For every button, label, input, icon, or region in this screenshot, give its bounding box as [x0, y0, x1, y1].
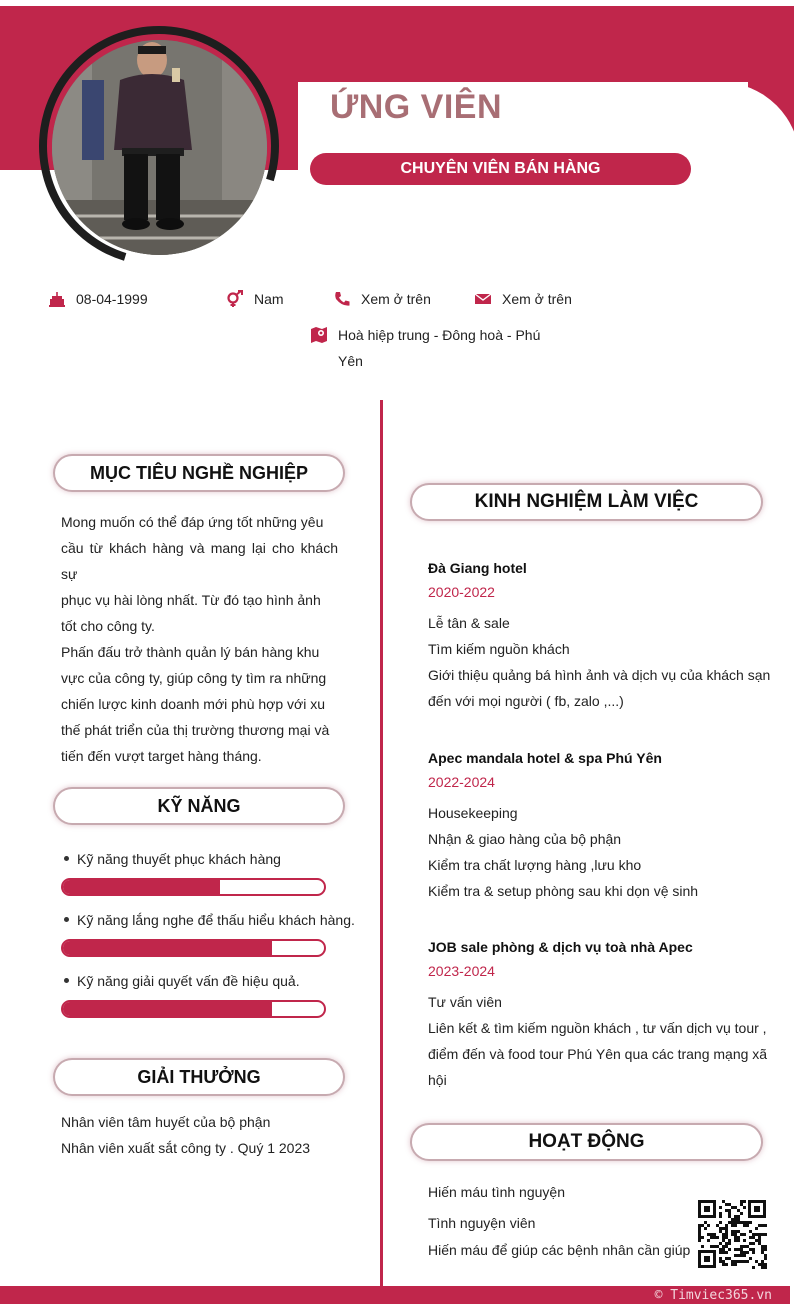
qr-module [728, 1257, 731, 1260]
qr-module [737, 1236, 740, 1239]
skill-bar [61, 939, 326, 957]
qr-module [722, 1239, 725, 1242]
qr-module [764, 1233, 767, 1236]
qr-module [764, 1224, 767, 1227]
qr-module [752, 1266, 755, 1269]
qr-module [725, 1233, 728, 1236]
qr-module [740, 1245, 743, 1248]
address-line-1: Hoà hiệp trung - Đông hoà - Phú [338, 327, 541, 343]
qr-module [725, 1224, 728, 1227]
qr-module [764, 1245, 767, 1248]
qr-module [761, 1251, 764, 1254]
qr-module [728, 1212, 731, 1215]
objective-title: MỤC TIÊU NGHỀ NGHIỆP [55, 456, 343, 490]
qr-module [734, 1263, 737, 1266]
qr-module [719, 1248, 722, 1251]
qr-module [743, 1239, 746, 1242]
job-line: Kiểm tra chất lượng hàng ,lưu kho [428, 857, 642, 873]
birthday-icon [48, 290, 66, 308]
email-value: Xem ở trên [502, 291, 572, 307]
qr-module [743, 1200, 746, 1203]
qr-module [743, 1221, 746, 1224]
qr-module [764, 1266, 767, 1269]
objective-line: tiến đến vượt target hàng tháng. [61, 748, 262, 764]
qr-module [731, 1221, 734, 1224]
qr-module [743, 1254, 746, 1257]
address-value [338, 322, 540, 374]
qr-module [734, 1206, 737, 1209]
qr-module [761, 1260, 764, 1263]
qr-module [743, 1245, 746, 1248]
location-icon [310, 326, 328, 344]
skill-bar [61, 1000, 326, 1018]
qr-module [752, 1233, 755, 1236]
qr-module [755, 1227, 758, 1230]
qr-module [719, 1257, 722, 1260]
objective-line: tốt cho công ty. [61, 618, 155, 634]
qr-module [722, 1227, 725, 1230]
qr-module [707, 1224, 710, 1227]
skill-bar-fill [63, 941, 272, 955]
qr-module [737, 1218, 740, 1221]
qr-module [740, 1254, 743, 1257]
qr-module [722, 1248, 725, 1251]
qr-module [722, 1263, 725, 1266]
phone-value: Xem ở trên [361, 291, 431, 307]
position-badge: CHUYÊN VIÊN BÁN HÀNG [310, 153, 691, 185]
avatar-photo [52, 40, 267, 255]
qr-module [698, 1230, 701, 1233]
qr-module [734, 1221, 737, 1224]
qr-module [707, 1239, 710, 1242]
avatar [52, 40, 267, 255]
qr-module [734, 1233, 737, 1236]
objective-line: chiến lược kinh doanh mới phù hợp với xu [61, 696, 326, 712]
qr-module [728, 1239, 731, 1242]
qr-module [764, 1248, 767, 1251]
job-line: Lễ tân & sale [428, 615, 510, 631]
qr-module [752, 1242, 755, 1245]
job-line: Kiểm tra & setup phòng sau khi dọn vệ sinh [428, 883, 699, 899]
qr-module [749, 1230, 752, 1233]
qr-module [764, 1257, 767, 1260]
qr-module [698, 1227, 701, 1230]
objective-line: cầu từ khách hàng và mang lại cho khách sự [61, 540, 338, 582]
qr-module [725, 1251, 728, 1254]
awards-title: GIẢI THƯỞNG [55, 1060, 343, 1094]
qr-module [752, 1236, 755, 1239]
qr-module [764, 1254, 767, 1257]
qr-module [755, 1260, 758, 1263]
qr-module [710, 1245, 713, 1248]
job-line: Housekeeping [428, 805, 518, 821]
job-description [428, 989, 772, 1093]
column-divider [380, 400, 383, 1286]
qr-module [731, 1224, 734, 1227]
qr-module [740, 1233, 743, 1236]
qr-module [725, 1230, 728, 1233]
qr-module [713, 1233, 716, 1236]
qr-module [746, 1221, 749, 1224]
qr-module [749, 1221, 752, 1224]
qr-module [710, 1233, 713, 1236]
qr-module [722, 1200, 725, 1203]
qr-module [722, 1233, 725, 1236]
job-company: JOB sale phòng & dịch vụ toà nhà Apec [428, 939, 693, 955]
objective-line: thế phát triển của thị trường thương mại và [61, 722, 330, 738]
qr-module [758, 1224, 761, 1227]
job-line: Giới thiệu quảng bá hình ảnh và dịch vụ của khách sạn [428, 667, 771, 683]
skill-bar [61, 878, 326, 896]
qr-module [725, 1203, 728, 1206]
qr-module [734, 1260, 737, 1263]
qr-module [734, 1215, 737, 1218]
qr-module [761, 1266, 764, 1269]
qr-module [734, 1236, 737, 1239]
job-line: đến với mọi người ( fb, zalo ,...) [428, 693, 624, 709]
qr-module [722, 1251, 725, 1254]
qr-module [728, 1248, 731, 1251]
qr-module [704, 1227, 707, 1230]
qr-module [698, 1233, 701, 1236]
qr-module [698, 1224, 701, 1227]
qr-module [734, 1248, 737, 1251]
qr-module [758, 1263, 761, 1266]
qr-module [722, 1236, 725, 1239]
skill-item [64, 973, 300, 989]
job-years: 2023-2024 [428, 963, 495, 979]
qr-module [743, 1260, 746, 1263]
skill-label: Kỹ năng thuyết phục khách hàng [77, 851, 281, 867]
qr-module [719, 1230, 722, 1233]
activity-item: Tình nguyện viên [428, 1215, 536, 1231]
job-years: 2022-2024 [428, 774, 495, 790]
qr-module [725, 1209, 728, 1212]
qr-module [719, 1242, 722, 1245]
qr-module [749, 1248, 752, 1251]
qr-module [737, 1221, 740, 1224]
qr-module [716, 1245, 719, 1248]
skill-bar-fill [63, 1002, 272, 1016]
qr-module [719, 1260, 722, 1263]
qr-module [764, 1263, 767, 1266]
qr-module [755, 1239, 758, 1242]
qr-module [758, 1242, 761, 1245]
qr-module [761, 1224, 764, 1227]
qr-module [731, 1233, 734, 1236]
job-company: Đà Giang hotel [428, 560, 527, 576]
awards-list [61, 1109, 361, 1161]
qr-module [737, 1209, 740, 1212]
qr-module [746, 1224, 749, 1227]
qr-module [731, 1230, 734, 1233]
qr-module [752, 1248, 755, 1251]
qr-module [722, 1260, 725, 1263]
qr-module [725, 1257, 728, 1260]
job-years: 2020-2022 [428, 584, 495, 600]
qr-module [758, 1239, 761, 1242]
qr-module [701, 1245, 704, 1248]
qr-module [719, 1251, 722, 1254]
skill-item [64, 912, 355, 928]
address-line-2: Yên [338, 353, 363, 369]
job-line: hội [428, 1072, 447, 1088]
objective-line: Phấn đấu trở thành quản lý bán hàng khu [61, 644, 320, 660]
qr-module [722, 1245, 725, 1248]
skill-label: Kỹ năng lắng nghe để thấu hiểu khách hàng. [77, 912, 355, 928]
qr-code-icon [697, 1199, 767, 1269]
qr-module [725, 1227, 728, 1230]
qr-module [731, 1263, 734, 1266]
qr-module [713, 1245, 716, 1248]
qr-module [761, 1263, 764, 1266]
qr-module [731, 1260, 734, 1263]
qr-module [734, 1230, 737, 1233]
qr-module [728, 1209, 731, 1212]
qr-module [698, 1239, 701, 1242]
qr-module [740, 1203, 743, 1206]
qr-module [716, 1236, 719, 1239]
candidate-name: ỨNG VIÊN [330, 88, 503, 126]
qr-module [737, 1230, 740, 1233]
qr-code[interactable] [697, 1199, 767, 1269]
objective-line: vực của công ty, giúp công ty tìm ra những [61, 670, 327, 686]
gender-icon [226, 290, 244, 308]
qr-module [737, 1254, 740, 1257]
qr-module [716, 1224, 719, 1227]
qr-module [755, 1233, 758, 1236]
qr-module [719, 1227, 722, 1230]
qr-module [761, 1245, 764, 1248]
qr-module [737, 1260, 740, 1263]
job-line: Liên kết & tìm kiếm nguồn khách , tư vấn dịch vụ tour , [428, 1020, 767, 1036]
qr-module [740, 1248, 743, 1251]
job-line: Tìm kiếm nguồn khách [428, 641, 570, 657]
job-line: Nhận & giao hàng của bộ phận [428, 831, 622, 847]
award-item: Nhân viên tâm huyết của bộ phận [61, 1114, 271, 1130]
skill-item [64, 851, 281, 867]
qr-module [728, 1221, 731, 1224]
qr-module [740, 1260, 743, 1263]
qr-module [728, 1242, 731, 1245]
qr-module [734, 1239, 737, 1242]
objective-line: phục vụ hài lòng nhất. Từ đó tạo hình ảnh [61, 592, 321, 608]
qr-module [725, 1263, 728, 1266]
watermark: © Timviec365.vn [654, 1288, 772, 1303]
job-description [428, 800, 772, 904]
qr-module [749, 1257, 752, 1260]
qr-module [743, 1206, 746, 1209]
qr-module [743, 1251, 746, 1254]
qr-module [698, 1236, 701, 1239]
phone-icon [333, 290, 351, 308]
gender-value: Nam [254, 291, 284, 307]
objective-text [61, 509, 338, 769]
qr-module [737, 1239, 740, 1242]
qr-module [740, 1221, 743, 1224]
qr-module [734, 1224, 737, 1227]
bullet-icon [64, 856, 69, 861]
qr-module [746, 1251, 749, 1254]
award-item: Nhân viên xuất sắt công ty . Quý 1 2023 [61, 1140, 311, 1156]
activity-item: Hiến máu để giúp các bệnh nhân cần giúp [428, 1242, 691, 1258]
qr-module [704, 1221, 707, 1224]
qr-module [725, 1236, 728, 1239]
qr-module [734, 1218, 737, 1221]
qr-module [746, 1245, 749, 1248]
email-icon [474, 290, 492, 308]
qr-module [737, 1215, 740, 1218]
qr-module [740, 1212, 743, 1215]
skills-title: KỸ NĂNG [55, 789, 343, 823]
skill-label: Kỹ năng giải quyết vấn đề hiệu quả. [77, 973, 300, 989]
qr-module [701, 1236, 704, 1239]
qr-module [701, 1224, 704, 1227]
bullet-icon [64, 978, 69, 983]
job-line: Tư vấn viên [428, 994, 502, 1010]
qr-module [761, 1233, 764, 1236]
qr-module [743, 1224, 746, 1227]
qr-module [734, 1254, 737, 1257]
qr-module [719, 1206, 722, 1209]
activities-title: HOẠT ĐỘNG [412, 1125, 761, 1159]
qr-module [743, 1233, 746, 1236]
qr-module [731, 1218, 734, 1221]
activity-item: Hiến máu tình nguyện [428, 1184, 565, 1200]
qr-module [728, 1215, 731, 1218]
qr-module [713, 1236, 716, 1239]
qr-module [725, 1242, 728, 1245]
qr-module [752, 1251, 755, 1254]
job-description [428, 610, 772, 714]
qr-module [749, 1242, 752, 1245]
birthday-value: 08-04-1999 [76, 291, 148, 307]
qr-module [710, 1236, 713, 1239]
job-line: điểm đến và food tour Phú Yên qua các trang mạng xã [428, 1046, 768, 1062]
qr-module [758, 1236, 761, 1239]
qr-module [731, 1206, 734, 1209]
qr-module [728, 1203, 731, 1206]
qr-module [719, 1212, 722, 1215]
qr-module [719, 1215, 722, 1218]
qr-module [749, 1236, 752, 1239]
qr-module [719, 1221, 722, 1224]
objective-line: Mong muốn có thể đáp ứng tốt những yêu [61, 514, 324, 530]
qr-module [740, 1200, 743, 1203]
qr-module [761, 1248, 764, 1251]
bullet-icon [64, 917, 69, 922]
qr-module [737, 1248, 740, 1251]
qr-module [725, 1245, 728, 1248]
job-company: Apec mandala hotel & spa Phú Yên [428, 750, 662, 766]
qr-module [758, 1233, 761, 1236]
qr-module [746, 1260, 749, 1263]
skill-bar-fill [63, 880, 220, 894]
qr-module [740, 1251, 743, 1254]
experience-title: KINH NGHIỆM LÀM VIỆC [412, 485, 761, 519]
qr-module [707, 1233, 710, 1236]
